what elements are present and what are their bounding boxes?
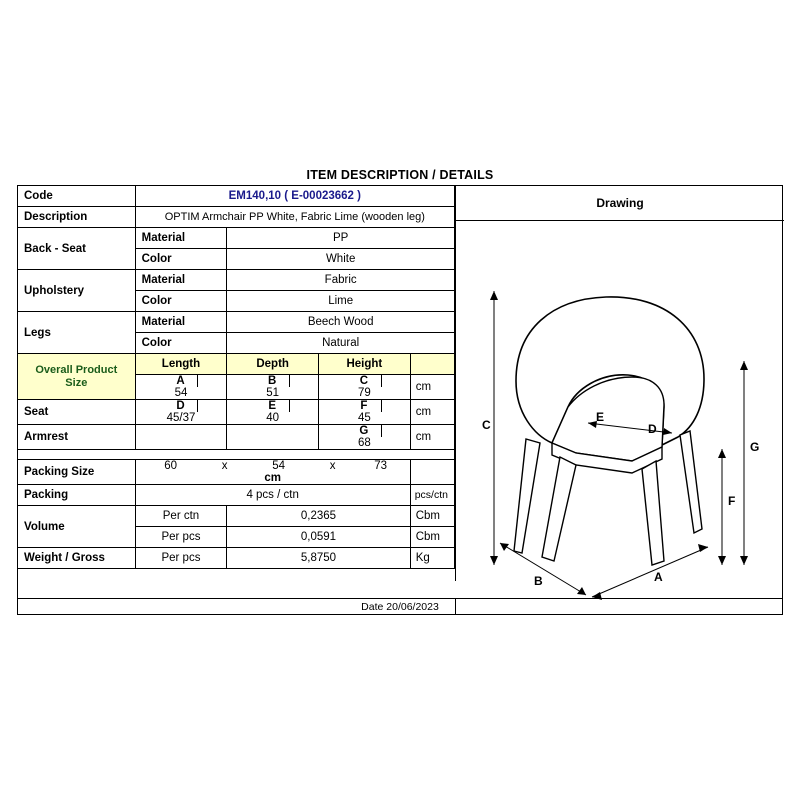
- col-length-header: Length: [135, 354, 227, 375]
- table-row-legs-material: [18, 312, 455, 333]
- page-title: ITEM DESCRIPTION / DETAILS: [306, 168, 494, 182]
- armrest-height-cell: [319, 425, 411, 450]
- back-seat-label: Back - Seat: [18, 228, 136, 270]
- packing-unit: pcs/ctn: [410, 485, 454, 506]
- overall-height-key: C: [347, 375, 382, 387]
- packing-size-label: Packing Size: [18, 460, 136, 485]
- upholstery-color-label: Color: [135, 291, 227, 312]
- label-f: F: [728, 494, 736, 508]
- overall-length-value: 54: [174, 387, 188, 399]
- volume-per-ctn-unit: Cbm: [410, 506, 454, 527]
- overall-height-value: 79: [357, 387, 371, 399]
- overall-depth-cell: [227, 375, 319, 400]
- description-value: OPTIM Armchair PP White, Fabric Lime (wooden leg): [135, 207, 454, 228]
- table-row-armrest: [18, 425, 455, 450]
- seat-length-cell: [135, 400, 227, 425]
- overall-depth-value: 51: [266, 387, 280, 399]
- armrest-depth-cell: [227, 425, 319, 450]
- back-seat-material-label: Material: [135, 228, 227, 249]
- packing-size-values: [135, 460, 410, 485]
- upholstery-material-label: Material: [135, 270, 227, 291]
- volume-per-pcs-unit: Cbm: [410, 527, 454, 548]
- overall-depth-key: B: [255, 375, 290, 387]
- overall-size-label: Overall Product Size: [18, 354, 136, 400]
- volume-per-ctn-value: 0,2365: [227, 506, 410, 527]
- armrest-length-cell: [135, 425, 227, 450]
- packing-value: 4 pcs / ctn: [135, 485, 410, 506]
- armrest-height-key: G: [347, 425, 382, 437]
- weight-label: Weight / Gross: [18, 548, 136, 569]
- seat-length-key: D: [163, 400, 198, 412]
- seat-length-value: 45/37: [166, 412, 196, 424]
- back-seat-color-value: White: [227, 249, 455, 270]
- label-c: C: [482, 418, 491, 432]
- specification-table: [17, 185, 455, 569]
- table-row-spacer: [18, 450, 455, 460]
- armrest-height-value: 68: [357, 437, 371, 449]
- packing-size-unit-cell: [410, 460, 454, 485]
- table-row-volume-per-ctn: [18, 506, 455, 527]
- seat-depth-cell: [227, 400, 319, 425]
- code-label: Code: [18, 186, 136, 207]
- table-row-dimension-headers: [18, 354, 455, 375]
- overall-height-cell: [319, 375, 411, 400]
- weight-per-pcs-label: Per pcs: [135, 548, 227, 569]
- drawing-panel: [455, 185, 783, 615]
- overall-length-key: A: [163, 375, 198, 387]
- table-row-code: [18, 186, 455, 207]
- upholstery-material-value: Fabric: [227, 270, 455, 291]
- volume-per-pcs-label: Per pcs: [135, 527, 227, 548]
- drawing-title: Drawing: [456, 185, 784, 221]
- upholstery-color-value: Lime: [227, 291, 455, 312]
- volume-label: Volume: [18, 506, 136, 548]
- packing-size-width: 60: [164, 460, 178, 472]
- seat-unit: cm: [410, 400, 454, 425]
- seat-height-key: F: [347, 400, 382, 412]
- code-value: EM140,10 ( E-00023662 ): [135, 186, 454, 207]
- weight-unit: Kg: [410, 548, 454, 569]
- table-row-packing: [18, 485, 455, 506]
- label-b: B: [534, 574, 543, 588]
- unit-header-cell: [410, 354, 454, 375]
- seat-depth-key: E: [255, 400, 290, 412]
- packing-size-x1: x: [221, 460, 228, 472]
- armrest-row-label: Armrest: [18, 425, 136, 450]
- back-seat-material-value: PP: [227, 228, 455, 249]
- seat-height-cell: [319, 400, 411, 425]
- seat-height-value: 45: [357, 412, 371, 424]
- armrest-unit: cm: [410, 425, 454, 450]
- weight-per-pcs-value: 5,8750: [227, 548, 410, 569]
- packing-label: Packing: [18, 485, 136, 506]
- date-line: Date 20/06/2023: [17, 598, 783, 615]
- volume-per-ctn-label: Per ctn: [135, 506, 227, 527]
- legs-label: Legs: [18, 312, 136, 354]
- label-a: A: [654, 570, 663, 584]
- table-row-weight: [18, 548, 455, 569]
- upholstery-label: Upholstery: [18, 270, 136, 312]
- packing-size-depth: 54: [272, 460, 286, 472]
- seat-depth-value: 40: [266, 412, 280, 424]
- legs-color-label: Color: [135, 333, 227, 354]
- label-g: G: [750, 440, 760, 454]
- legs-material-value: Beech Wood: [227, 312, 455, 333]
- overall-unit: cm: [410, 375, 454, 400]
- chair-drawing: [456, 221, 784, 615]
- packing-size-height: 73: [374, 460, 388, 472]
- packing-size-x2: x: [329, 460, 336, 472]
- legs-color-value: Natural: [227, 333, 455, 354]
- back-seat-color-label: Color: [135, 249, 227, 270]
- overall-length-cell: [135, 375, 227, 400]
- label-e: E: [596, 410, 605, 424]
- packing-size-unit: cm: [264, 472, 281, 484]
- col-depth-header: Depth: [227, 354, 319, 375]
- table-row-upholstery-material: [18, 270, 455, 291]
- table-row-back-seat-material: [18, 228, 455, 249]
- seat-row-label: Seat: [18, 400, 136, 425]
- table-row-description: [18, 207, 455, 228]
- table-row-packing-size: [18, 460, 455, 485]
- label-d: D: [648, 422, 657, 436]
- table-row-seat: [18, 400, 455, 425]
- col-height-header: Height: [319, 354, 411, 375]
- volume-per-pcs-value: 0,0591: [227, 527, 410, 548]
- description-label: Description: [18, 207, 136, 228]
- legs-material-label: Material: [135, 312, 227, 333]
